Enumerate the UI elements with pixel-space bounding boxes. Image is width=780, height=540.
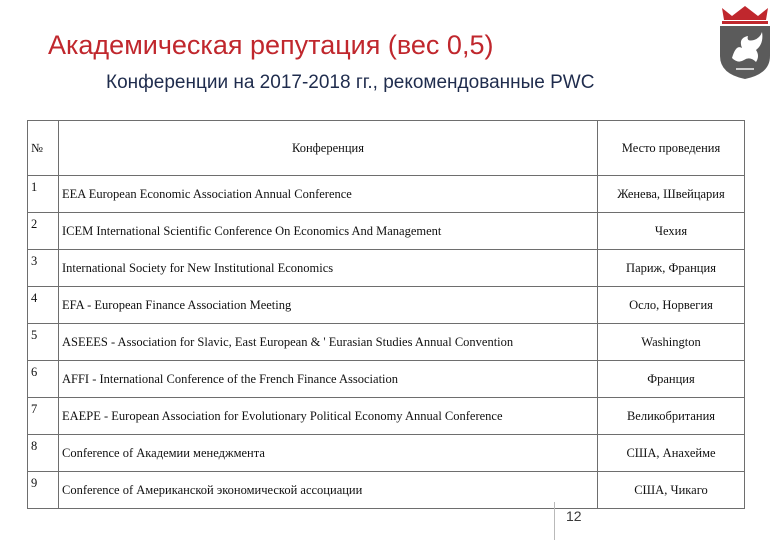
row-place: США, Анахейме [598,435,745,472]
row-num: 4 [28,287,59,324]
row-place: Франция [598,361,745,398]
table-row [28,287,745,324]
table-row [28,176,745,213]
row-num: 5 [28,324,59,361]
table-row [28,435,745,472]
row-conference: AFFI - International Conference of the French Finance Association [59,361,598,398]
row-conference: Conference of Академии менеджмента [59,435,598,472]
slide-subtitle: Конференции на 2017-2018 гг., рекомендованные PWC [106,72,595,93]
table-row [28,324,745,361]
header-num: № [28,121,59,176]
conference-table [27,120,745,509]
row-num: 7 [28,398,59,435]
row-place: Женева, Швейцария [598,176,745,213]
row-num: 8 [28,435,59,472]
row-num: 1 [28,176,59,213]
row-conference: EFA - European Finance Association Meeting [59,287,598,324]
row-place: Чехия [598,213,745,250]
table-header-row [28,121,745,176]
row-num: 9 [28,472,59,509]
row-place: Великобритания [598,398,745,435]
row-conference: ICEM International Scientific Conference On Economics And Management [59,213,598,250]
table-row [28,361,745,398]
page-number: 12 [566,508,582,524]
row-num: 3 [28,250,59,287]
row-place: Осло, Норвегия [598,287,745,324]
row-num: 2 [28,213,59,250]
row-conference: ASEEES - Association for Slavic, East European & ' Eurasian Studies Annual Convention [59,324,598,361]
page-number-divider [554,502,555,540]
table-row [28,398,745,435]
header-conference: Конференция [59,121,598,176]
row-place: Париж, Франция [598,250,745,287]
slide-title: Академическая репутация (вес 0,5) [48,30,494,60]
row-num: 6 [28,361,59,398]
university-crest-icon [716,4,774,80]
table-row [28,250,745,287]
table-row [28,472,745,509]
table-row [28,213,745,250]
row-conference: International Society for New Institutional Economics [59,250,598,287]
row-conference: Conference of Американской экономической ассоциации [59,472,598,509]
row-place: Washington [598,324,745,361]
header-place: Место проведения [598,121,745,176]
row-conference: EEA European Economic Association Annual Conference [59,176,598,213]
row-place: США, Чикаго [598,472,745,509]
row-conference: EAEPE - European Association for Evolutionary Political Economy Annual Conference [59,398,598,435]
